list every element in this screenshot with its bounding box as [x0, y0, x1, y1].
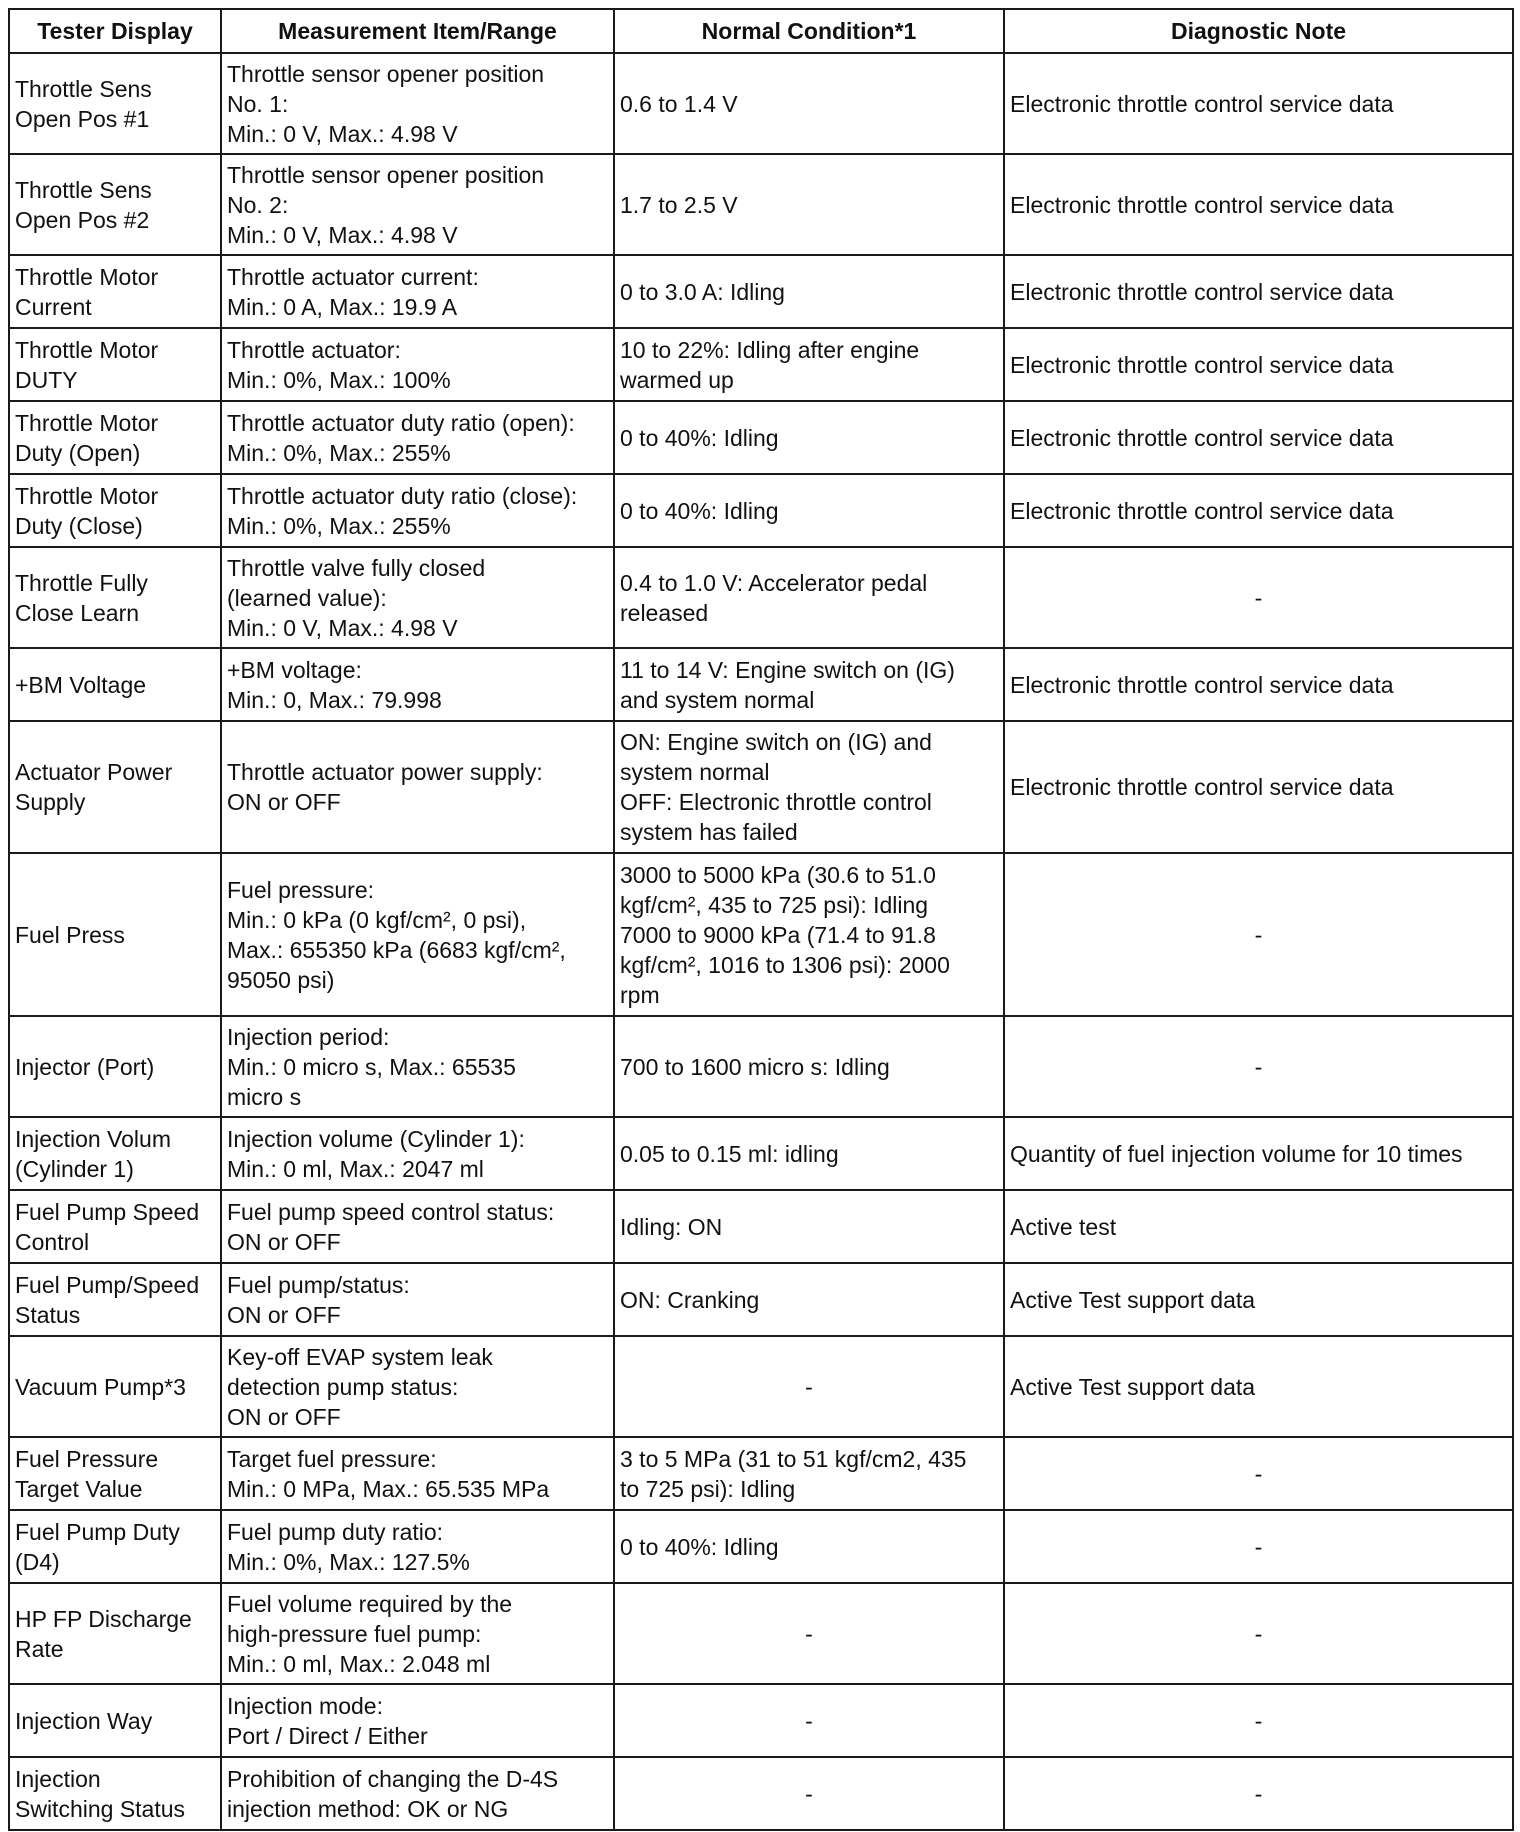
- table-row: [9, 648, 1513, 721]
- cell-measurement-range: Target fuel pressure: Min.: 0 MPa, Max.: 65.535 MPa: [221, 1437, 614, 1510]
- cell-normal-condition: -: [614, 1757, 1004, 1830]
- cell-normal-condition: ON: Cranking: [614, 1263, 1004, 1336]
- cell-measurement-range: Injection mode: Port / Direct / Either: [221, 1684, 614, 1757]
- cell-tester-display: Throttle Fully Close Learn: [9, 547, 221, 648]
- cell-diagnostic-note: -: [1004, 547, 1513, 648]
- cell-diagnostic-note: -: [1004, 1757, 1513, 1830]
- cell-tester-display: Fuel Press: [9, 853, 221, 1016]
- table-row: [9, 547, 1513, 648]
- header-tester-display: Tester Display: [9, 9, 221, 53]
- cell-measurement-range: Injection volume (Cylinder 1): Min.: 0 ml, Max.: 2047 ml: [221, 1117, 614, 1190]
- table-row: [9, 1437, 1513, 1510]
- cell-tester-display: Injector (Port): [9, 1016, 221, 1117]
- table-row: [9, 328, 1513, 401]
- cell-diagnostic-note: Electronic throttle control service data: [1004, 474, 1513, 547]
- cell-tester-display: Fuel Pump Speed Control: [9, 1190, 221, 1263]
- header-diagnostic-note: Diagnostic Note: [1004, 9, 1513, 53]
- cell-measurement-range: Throttle actuator current: Min.: 0 A, Max.: 19.9 A: [221, 255, 614, 328]
- cell-measurement-range: Fuel pump duty ratio: Min.: 0%, Max.: 127.5%: [221, 1510, 614, 1583]
- cell-diagnostic-note: Active Test support data: [1004, 1336, 1513, 1437]
- cell-diagnostic-note: -: [1004, 1684, 1513, 1757]
- cell-measurement-range: Throttle sensor opener position No. 1: Min.: 0 V, Max.: 4.98 V: [221, 53, 614, 154]
- cell-measurement-range: Prohibition of changing the D-4S injection method: OK or NG: [221, 1757, 614, 1830]
- table-row: [9, 154, 1513, 255]
- cell-normal-condition: 0 to 3.0 A: Idling: [614, 255, 1004, 328]
- cell-tester-display: HP FP Discharge Rate: [9, 1583, 221, 1684]
- cell-normal-condition: 1.7 to 2.5 V: [614, 154, 1004, 255]
- cell-tester-display: Vacuum Pump*3: [9, 1336, 221, 1437]
- cell-tester-display: Fuel Pump/Speed Status: [9, 1263, 221, 1336]
- table-row: [9, 255, 1513, 328]
- header-measurement-item: Measurement Item/Range: [221, 9, 614, 53]
- cell-tester-display: Injection Switching Status: [9, 1757, 221, 1830]
- cell-normal-condition: ON: Engine switch on (IG) and system normal OFF: Electronic throttle control system has failed: [614, 721, 1004, 853]
- cell-tester-display: Fuel Pump Duty (D4): [9, 1510, 221, 1583]
- cell-tester-display: Throttle Motor Duty (Open): [9, 401, 221, 474]
- data-list-table: [8, 8, 1514, 1831]
- table-row: [9, 1583, 1513, 1684]
- cell-measurement-range: +BM voltage: Min.: 0, Max.: 79.998: [221, 648, 614, 721]
- cell-tester-display: Actuator Power Supply: [9, 721, 221, 853]
- cell-normal-condition: Idling: ON: [614, 1190, 1004, 1263]
- cell-normal-condition: 0 to 40%: Idling: [614, 474, 1004, 547]
- cell-diagnostic-note: -: [1004, 1510, 1513, 1583]
- cell-measurement-range: Fuel pump speed control status: ON or OFF: [221, 1190, 614, 1263]
- cell-diagnostic-note: Electronic throttle control service data: [1004, 721, 1513, 853]
- table-row: [9, 1016, 1513, 1117]
- cell-diagnostic-note: Quantity of fuel injection volume for 10 times: [1004, 1117, 1513, 1190]
- cell-measurement-range: Throttle actuator duty ratio (open): Min.: 0%, Max.: 255%: [221, 401, 614, 474]
- table-row: [9, 401, 1513, 474]
- cell-diagnostic-note: -: [1004, 853, 1513, 1016]
- table-row: [9, 53, 1513, 154]
- cell-diagnostic-note: Electronic throttle control service data: [1004, 328, 1513, 401]
- cell-normal-condition: 3000 to 5000 kPa (30.6 to 51.0 kgf/cm², 435 to 725 psi): Idling 7000 to 9000 kPa (71.4 to 91.8 kgf/cm², 1016 to 1306 psi): 2000 rpm: [614, 853, 1004, 1016]
- cell-normal-condition: -: [614, 1336, 1004, 1437]
- cell-tester-display: Throttle Sens Open Pos #2: [9, 154, 221, 255]
- cell-measurement-range: Key-off EVAP system leak detection pump status: ON or OFF: [221, 1336, 614, 1437]
- cell-diagnostic-note: Active test: [1004, 1190, 1513, 1263]
- cell-measurement-range: Fuel pump/status: ON or OFF: [221, 1263, 614, 1336]
- cell-diagnostic-note: -: [1004, 1016, 1513, 1117]
- cell-diagnostic-note: Electronic throttle control service data: [1004, 154, 1513, 255]
- cell-diagnostic-note: Electronic throttle control service data: [1004, 648, 1513, 721]
- cell-diagnostic-note: Electronic throttle control service data: [1004, 53, 1513, 154]
- cell-normal-condition: 700 to 1600 micro s: Idling: [614, 1016, 1004, 1117]
- header-row: [9, 9, 1513, 53]
- cell-normal-condition: 11 to 14 V: Engine switch on (IG) and system normal: [614, 648, 1004, 721]
- table-row: [9, 721, 1513, 853]
- cell-normal-condition: 0.4 to 1.0 V: Accelerator pedal released: [614, 547, 1004, 648]
- table-row: [9, 1263, 1513, 1336]
- cell-measurement-range: Throttle valve fully closed (learned value): Min.: 0 V, Max.: 4.98 V: [221, 547, 614, 648]
- cell-tester-display: Throttle Motor Duty (Close): [9, 474, 221, 547]
- table-row: [9, 1190, 1513, 1263]
- data-list-document: [8, 8, 1512, 1831]
- cell-diagnostic-note: -: [1004, 1583, 1513, 1684]
- cell-tester-display: Throttle Motor DUTY: [9, 328, 221, 401]
- cell-diagnostic-note: Electronic throttle control service data: [1004, 255, 1513, 328]
- cell-measurement-range: Throttle actuator: Min.: 0%, Max.: 100%: [221, 328, 614, 401]
- table-row: [9, 474, 1513, 547]
- table-row: [9, 853, 1513, 1016]
- cell-measurement-range: Fuel volume required by the high-pressure fuel pump: Min.: 0 ml, Max.: 2.048 ml: [221, 1583, 614, 1684]
- cell-normal-condition: 0.6 to 1.4 V: [614, 53, 1004, 154]
- cell-normal-condition: 10 to 22%: Idling after engine warmed up: [614, 328, 1004, 401]
- cell-tester-display: Throttle Sens Open Pos #1: [9, 53, 221, 154]
- cell-diagnostic-note: Active Test support data: [1004, 1263, 1513, 1336]
- table-row: [9, 1757, 1513, 1830]
- cell-tester-display: Fuel Pressure Target Value: [9, 1437, 221, 1510]
- table-row: [9, 1336, 1513, 1437]
- cell-measurement-range: Fuel pressure: Min.: 0 kPa (0 kgf/cm², 0 psi), Max.: 655350 kPa (6683 kgf/cm², 95050 psi): [221, 853, 614, 1016]
- cell-normal-condition: 0 to 40%: Idling: [614, 1510, 1004, 1583]
- cell-tester-display: Injection Way: [9, 1684, 221, 1757]
- table-row: [9, 1510, 1513, 1583]
- cell-measurement-range: Injection period: Min.: 0 micro s, Max.: 65535 micro s: [221, 1016, 614, 1117]
- cell-tester-display: +BM Voltage: [9, 648, 221, 721]
- cell-normal-condition: -: [614, 1684, 1004, 1757]
- cell-normal-condition: -: [614, 1583, 1004, 1684]
- cell-normal-condition: 3 to 5 MPa (31 to 51 kgf/cm2, 435 to 725 psi): Idling: [614, 1437, 1004, 1510]
- cell-diagnostic-note: Electronic throttle control service data: [1004, 401, 1513, 474]
- cell-measurement-range: Throttle sensor opener position No. 2: Min.: 0 V, Max.: 4.98 V: [221, 154, 614, 255]
- cell-measurement-range: Throttle actuator power supply: ON or OFF: [221, 721, 614, 853]
- cell-diagnostic-note: -: [1004, 1437, 1513, 1510]
- header-normal-condition: Normal Condition*1: [614, 9, 1004, 53]
- cell-tester-display: Injection Volum (Cylinder 1): [9, 1117, 221, 1190]
- table-row: [9, 1684, 1513, 1757]
- table-row: [9, 1117, 1513, 1190]
- cell-normal-condition: 0 to 40%: Idling: [614, 401, 1004, 474]
- cell-measurement-range: Throttle actuator duty ratio (close): Min.: 0%, Max.: 255%: [221, 474, 614, 547]
- cell-tester-display: Throttle Motor Current: [9, 255, 221, 328]
- cell-normal-condition: 0.05 to 0.15 ml: idling: [614, 1117, 1004, 1190]
